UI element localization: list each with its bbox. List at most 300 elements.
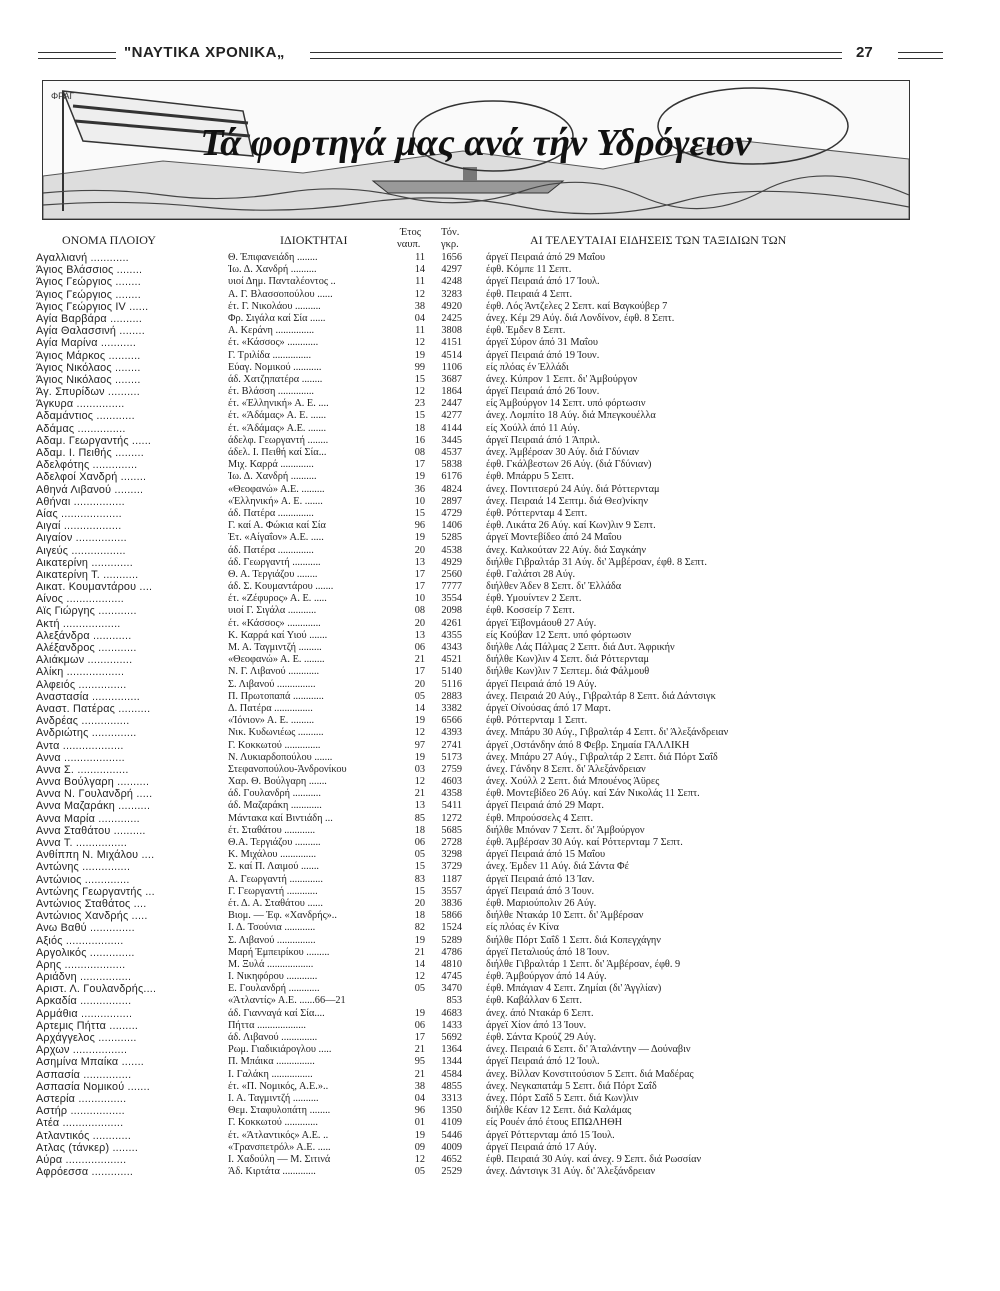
build-year: 05 [414,1166,425,1178]
table-row [0,983,1000,995]
owner-name: «Θεοφανώ» Α.Ε. ......... [228,483,325,495]
ship-name: Αντώνιος .............. [36,873,130,886]
owner-name: Θ. Α. Τεργιάζου ........ [228,568,318,580]
col-year-header-top: Έτος [400,227,421,238]
page-header [38,44,943,64]
tonnage: 3729 [441,861,462,873]
tonnage: 4343 [441,642,462,653]
owner-name: έτ. «Π. Νομικός, Α.Ε.».. [228,1080,329,1092]
build-year: 15 [414,861,425,873]
ship-name: Αγία Μαρίνα ........... [36,337,137,350]
ship-name: Ακτή .................. [36,617,121,630]
latest-news: άνεχ. Καλκούταν 22 Αύγ. διά Σαγκάην [486,544,647,556]
latest-news: έφθ. Γαλάτσι 28 Αύγ. [486,568,576,580]
latest-news: άργεϊ Οίνούσας άπό 17 Μαρτ. [486,702,611,714]
owner-name: έτ. «Ζέφυρος» Α. Ε. ..... [228,593,327,605]
tonnage: 3808 [441,325,462,337]
build-year: 16 [414,434,425,446]
tonnage: 4151 [441,337,462,349]
tonnage: 4855 [441,1080,462,1092]
owner-name: έτ. «Άδάμας» Α. Ε. ...... [228,410,327,422]
owner-name: «Τρανσπετρόλ» Α.Ε. ..... [228,1141,331,1153]
table-row [0,423,1000,435]
build-year: 17 [414,581,425,593]
ship-name: Αγία Βαρβάρα .......... [36,312,143,325]
table-row [0,301,1000,313]
tonnage: 4248 [441,276,462,288]
tonnage: 5116 [441,678,462,690]
table-row [0,264,1000,276]
tonnage: 3382 [441,702,462,714]
owner-name: υιοί Γ. Σιγάλα ........... [228,605,317,617]
table-row [0,1105,1000,1117]
ship-name: Άγιος Γεώργιος ........ [36,288,141,301]
ship-name: Αρτεμις Πήττα ......... [36,1019,139,1032]
owner-name: Φρ. Σιγάλα καί Σία ...... [228,312,326,324]
owner-name: Κ. Καρρά καί Υιού ....... [228,629,328,641]
tonnage: 4584 [441,1068,462,1080]
latest-news: άργεϊ Πειραιά άπό 26 Ίουν. [486,386,600,398]
owner-name: έτ. Γ. Νικολάου .......... [228,300,321,312]
owner-name: Σ. καί Π. Λαιμού ....... [228,861,319,873]
build-year: 06 [414,1019,425,1031]
owner-name: άδ. Γεωργαντή ........... [228,556,321,568]
build-year: 12 [414,776,425,788]
latest-news: έφθ. Καβάλλαν 6 Σεπτ. [486,995,582,1007]
ship-name: Αριάδνη ................ [36,971,132,984]
table-row [0,679,1000,691]
owner-name: άδ. Πατέρα .............. [228,507,314,519]
ship-name: Αδελφότης .............. [36,459,138,472]
ship-name: Αδάμας ............... [36,422,126,435]
latest-news: είς πλόας έν Κίνα [486,922,559,934]
table-row [0,764,1000,776]
artist-signature: ΦΡΑΓ [51,91,75,101]
owner-name: Μιχ. Καρρά ............. [228,459,314,471]
latest-news: είς Χούλλ άπό 11 Αύγ. [486,422,580,434]
tonnage: 4745 [441,971,462,983]
ship-name: Αντα ................... [36,739,124,752]
latest-news: άνεχ. Μπάρυ 30 Αύγ., Γιβραλτάρ 4 Σεπτ. δι' Άλεξάνδρειαν [486,727,729,739]
ship-name: Αίνος .................. [36,593,125,606]
col-tons-header-bottom: γκρ. [441,239,459,250]
owner-name: Γ. καί Α. Φώκια καί Σία [228,520,326,532]
latest-news: έφθ. Πειραιά 4 Σεπτ. [486,288,573,300]
owner-name: έτ. «Κάσσος» ............ [228,337,319,349]
table-row [0,1081,1000,1093]
latest-news: έφθ. Λικάτα 26 Αύγ. καί Κων)λιν 9 Σεπτ. [486,520,656,532]
latest-news: είς πλόας έν Έλλάδι [486,361,569,373]
owner-name: «Ίόνιον» Α. Ε. ......... [228,715,315,727]
ship-name: Αλεξάνδρα ............ [36,629,132,642]
build-year: 13 [414,629,425,641]
table-row [0,800,1000,812]
build-year: 12 [414,337,425,349]
latest-news: διήλθεν Άδεν 8 Σεπτ. δι' Έλλάδα [486,581,622,593]
tonnage: 5173 [441,751,462,763]
ship-name: Αξιός .................. [36,934,124,947]
tonnage: 6176 [441,471,462,483]
owner-name: Ε. Γουλανδρή ............ [228,983,320,995]
tonnage: 4261 [441,617,462,629]
table-row [0,947,1000,959]
ship-name: Αννα ................... [36,751,125,764]
tonnage: 4786 [441,946,462,958]
tonnage: 4652 [441,1153,462,1165]
build-year: 17 [414,459,425,471]
latest-news: έφθ. Μπάγιαν 4 Σεπτ. Ζημίαι (δι' Άγγλίαν) [486,983,662,995]
latest-news: άνεχ. Χούλλ 2 Σεπτ. διά Μπουένος Άϋρες [486,776,660,788]
ship-name: Αικατ. Κουμαντάρου .... [36,581,153,594]
latest-news: άργεϊ Πειραιά άπό 19 Αύγ. [486,678,597,690]
build-year: 08 [414,447,425,458]
tonnage: 1656 [441,252,462,263]
tonnage: 4603 [441,776,462,788]
col-tons-header-top: Τόν. [441,227,460,238]
build-year: 13 [414,556,425,568]
table-row [0,654,1000,666]
tonnage: 1272 [441,812,462,824]
table-row [0,837,1000,849]
latest-news: είς Ρουέν άπό έτους ΕΠΩΛΗΘΗ [486,1117,623,1129]
col-owner-header: ΙΔΙΟΚΤΗΤΑΙ [280,233,348,247]
table-row [0,1020,1000,1032]
owner-name: Μαρή Έμπειρίκου ......... [228,946,330,958]
table-row [0,666,1000,678]
latest-news: διήλθε Κων)λιν 4 Σεπτ. διά Ρόττερνταμ [486,654,650,666]
build-year: 04 [414,312,425,324]
latest-news: διήλθε Γιβραλτάρ 1 Σεπτ. δι' Άμβέρσαν, έφθ. 9 [486,958,681,970]
tonnage: 5411 [441,800,462,812]
table-row [0,276,1000,288]
build-year: 10 [414,593,425,605]
tonnage: 2759 [441,763,462,775]
owner-name: άδελφ. Γεωργαντή ........ [228,434,329,446]
table-row [0,471,1000,483]
owner-name: Στεφανοπούλου-Άνδρονίκου [228,763,347,775]
ship-name: Αρκαδία ................ [36,995,132,1008]
table-row [0,703,1000,715]
latest-news: έφθ. Μπάρρυ 5 Σεπτ. [486,471,574,483]
owner-name: Ίω. Δ. Χανδρή .......... [228,264,317,276]
latest-news: έφθ. Μαριούπολιν 26 Αύγ. [486,897,597,909]
build-year: 04 [414,1092,425,1104]
owner-name: Ι. Γαλάκη ................ [228,1068,313,1080]
ship-name: Άγιος Βλάσσιος ........ [36,264,143,277]
owner-name: Σ. Λιβανού ............... [228,678,316,690]
owner-name: Έτ. «Αίγαΐον» Α.Ε. ..... [228,532,324,544]
tonnage: 4358 [441,788,462,800]
latest-news: άνεχ. Ποντιτσερύ 24 Αύγ. διά Ρόττερνταμ [486,483,660,495]
table-row [0,630,1000,642]
table-row [0,593,1000,605]
table-row [0,995,1000,1007]
ship-name: Ατλαντικός ............ [36,1129,132,1142]
latest-news: έφθ. Άμβέρσαν 30 Αύγ. καί Ρόττερνταμ 7 Σεπτ. [486,837,683,848]
latest-news: άργεϊ Πειραιά άπό 29 Μαρτ. [486,800,604,812]
latest-news: άργεϊ Έϊβονμάουθ 27 Αύγ. [486,617,597,629]
owner-name: άδ. Πατέρα .............. [228,544,314,556]
title-banner-illustration [42,80,910,220]
tonnage: 2529 [441,1166,462,1178]
table-row [0,459,1000,471]
build-year: 05 [414,690,425,702]
tonnage: 3283 [441,288,462,300]
column-headers [0,229,1000,249]
owner-name: Α. Γ. Βλασσοπούλου ...... [228,288,333,300]
ship-name: Άγιος Μάρκος .......... [36,349,141,362]
ship-name: Αντώνιος Σταθάτος .... [36,897,147,910]
tonnage: 3554 [441,593,462,605]
owner-name: Γ. Κοκκωτού .............. [228,739,321,751]
ship-name: Άγκυρα ............... [36,398,125,411]
table-row [0,545,1000,557]
ship-name: Αναστ. Πατέρας .......... [36,702,151,715]
ship-name: Αναστασία ............... [36,690,140,703]
build-year: 18 [414,910,425,922]
build-year: 09 [414,1141,425,1153]
tonnage: 5685 [441,824,462,836]
header-rule-middle [310,52,842,59]
owner-name: άδ. Λιβανού .............. [228,1032,318,1043]
build-year: 10 [414,495,425,507]
build-year: 36 [414,483,425,495]
latest-news: διήλθε Ντακάρ 10 Σεπτ. δι' Άμβέρσαν [486,910,644,922]
ship-name: Αστερία ............... [36,1092,127,1105]
tonnage: 4297 [441,264,462,276]
latest-news: έφθ. Μπρούσσελς 4 Σεπτ. [486,812,594,824]
ship-name: Αννα Σ. ................ [36,763,129,776]
tonnage: 3313 [441,1092,462,1104]
latest-news: άνεχ. Βίλλαν Κονστιτούσιον 5 Σεπτ. διά Μαδέρας [486,1068,694,1080]
owner-name: άδ. Χατζηπατέρα ........ [228,373,323,385]
build-year: 19 [414,349,425,361]
table-row [0,910,1000,922]
ship-name: Ανω Βαθύ .............. [36,922,135,935]
table-row [0,935,1000,947]
build-year: 19 [414,1129,425,1141]
build-year: 96 [414,520,425,532]
ship-name: Αλίκη .................. [36,666,125,679]
tonnage: 1106 [441,361,462,373]
ship-name: Αιγεύς ................. [36,544,126,557]
ship-name: Αλιάκμων .............. [36,654,133,667]
table-row [0,849,1000,861]
build-year: 05 [414,983,425,995]
tonnage: 853 [446,995,462,1007]
latest-news: άργεϊ ,Οστάνδην άπό 8 Φεβρ. Σημαία ΓΑΛΛΙΚΗ [486,739,690,751]
tonnage: 5838 [441,459,462,471]
table-row [0,825,1000,837]
build-year: 14 [414,958,425,970]
tonnage: 2728 [441,837,462,848]
table-row [0,447,1000,459]
build-year: 12 [414,1153,425,1165]
tonnage: 1344 [441,1056,462,1068]
table-row [0,971,1000,983]
ship-name: Ανδριώτης .............. [36,727,137,740]
ship-name: Αδαμ. Γεωργαντής ...... [36,434,152,447]
ship-name: Αρμάθια ................ [36,1007,133,1020]
owner-name: υιοί Δημ. Πανταλέοντος .. [228,276,336,288]
tonnage: 3557 [441,885,462,897]
table-row [0,337,1000,349]
owner-name: Μ. Ξυλά .................. [228,958,314,970]
build-year: 21 [414,1068,425,1080]
ship-name: Αννα Μαρία ............. [36,812,140,825]
table-row [0,350,1000,362]
tonnage: 2883 [441,690,462,702]
latest-news: άργεϊ Πειραιά άπό 17 Ίουλ. [486,276,600,288]
tonnage: 4537 [441,447,462,458]
build-year: 12 [414,288,425,300]
owner-name: Ν. Λυκιαρδοπούλου ....... [228,751,333,763]
ship-name: Αγαλλιανή ............ [36,252,129,264]
table-row [0,496,1000,508]
ship-name: Αφρόεσσα ............. [36,1166,134,1179]
table-row [0,1008,1000,1020]
owner-name: έτ. «Άτλαντικός» Α.Ε. .. [228,1129,329,1141]
tonnage: 4521 [441,654,462,666]
ship-name: Ανδρέας ............... [36,715,130,728]
tonnage: 7777 [441,581,462,593]
table-row [0,313,1000,325]
ship-name: Αστήρ ................. [36,1105,125,1118]
table-row [0,508,1000,520]
table-row [0,740,1000,752]
tonnage: 4355 [441,629,462,641]
ship-name: Αδαμ. Ι. Πειθής ......... [36,447,144,459]
table-row [0,1032,1000,1044]
build-year: 17 [414,1032,425,1043]
latest-news: έφθ. Ρόττερνταμ 4 Σεπτ. [486,507,588,519]
table-row [0,642,1000,654]
table-row [0,1069,1000,1081]
table-row [0,289,1000,301]
magazine-title: "ΝΑΥΤΙΚΑ ΧΡΟΝΙΚΑ„ [124,44,285,61]
table-row [0,252,1000,264]
owner-name: Π. Πρωτοπαπά ............ [228,690,324,702]
owner-name: Νικ. Κυδωνιέως .......... [228,727,324,739]
table-row [0,581,1000,593]
owner-name: έτ. «Έλληνική» Α. Ε. .... [228,398,329,410]
table-row [0,557,1000,569]
owner-name: Κ. Μιχάλου .............. [228,849,317,861]
ship-table [0,252,1000,1178]
ship-name: Αρης ................... [36,958,126,971]
table-row [0,374,1000,386]
latest-news: έφθ. Σάντα Κρούζ 29 Αύγ. [486,1032,597,1043]
table-row [0,362,1000,374]
owner-name: Ν. Γ. Λιβανού ............ [228,666,320,678]
tonnage: 3298 [441,849,462,861]
ship-name: Αδελφοί Χανδρή ........ [36,471,147,484]
ship-name: Άγ. Σπυρίδων .......... [36,386,140,399]
latest-news: άνεχ. Λομπίτο 18 Αύγ. διά Μπεγκουέλλα [486,410,656,422]
owner-name: «Άτλαντίς» Α.Ε. ......66—21 [228,995,346,1007]
ship-name: Ανθίππη Ν. Μιχάλου .... [36,849,155,862]
tonnage: 1524 [441,922,462,934]
tonnage: 2741 [441,739,462,751]
ship-name: Αννα Σταθάτου .......... [36,824,146,837]
tonnage: 1350 [441,1105,462,1117]
owner-name: Γ. Κοκκωτού ............. [228,1117,318,1129]
owner-name: Πήττα ................... [228,1019,306,1031]
latest-news: άνεχ. Πόρτ Σαΐδ 5 Σεπτ. διά Κων)λιν [486,1092,639,1104]
ship-name: Αδαμάντιος ............ [36,410,135,423]
tonnage: 4729 [441,507,462,519]
owner-name: Θ.Α. Τεργιάζου .......... [228,837,321,848]
latest-news: έφθ. Κόμπε 11 Σεπτ. [486,264,572,276]
tonnage: 2560 [441,568,462,580]
ship-name: Αλέξανδρος ............ [36,642,137,654]
banner-title: Τά φορτηγά μας ανά τήν Υδρόγειον [200,122,752,164]
ship-name: Αννα Τ. ................ [36,837,128,849]
owner-name: άδ. Μαζαράκη ............ [228,800,322,812]
build-year: 20 [414,617,425,629]
header-rule-left [38,52,116,59]
ship-name: Άγιος Νικόλαος ........ [36,373,141,386]
table-row [0,410,1000,422]
latest-news: έφθ. Γκάλβεστων 26 Αύγ. (διά Γδύνιαν) [486,459,652,471]
latest-news: άργεϊ Χίον άπό 13 Ίουν. [486,1019,587,1031]
tonnage: 4009 [441,1141,462,1153]
latest-news: διήλθε Λάς Πάλμας 2 Σεπτ. διά Δυτ. Άφρικήν [486,642,675,653]
table-row [0,386,1000,398]
tonnage: 3470 [441,983,462,995]
tonnage: 2098 [441,605,462,617]
ship-name: Αικατερίνη Τ. ........... [36,568,139,581]
latest-news: άνεχ. Γάνδην 8 Σεπτ. δι' Άλεξάνδρειαν [486,763,646,775]
table-row [0,1093,1000,1105]
table-row [0,435,1000,447]
latest-news: είς Άμβούργον 14 Σεπτ. υπό φόρτωσιν [486,398,646,410]
ship-name: Αρχων ................. [36,1044,128,1057]
build-year: 18 [414,422,425,434]
latest-news: διήλθε Κέαν 12 Σεπτ. διά Καλάμας [486,1105,632,1117]
latest-news: διήλθε Μπόναν 7 Σεπτ. δι' Άμβούργον [486,824,645,836]
ship-name: Αίας ................... [36,507,122,520]
ship-name: Αϊς Γιώργης ............ [36,605,137,618]
table-row [0,325,1000,337]
tonnage: 4144 [441,422,462,434]
owner-name: Π. Μπάικα ............... [228,1056,315,1068]
build-year: 06 [414,642,425,653]
tonnage: 5140 [441,666,462,678]
latest-news: άνεχ. Κύπρον 1 Σεπτ. δι' Άμβούργον [486,373,638,385]
owner-name: Εύαγ. Νομικού ........... [228,361,322,373]
ship-name: Ατλας (τάνκερ) ........ [36,1141,139,1154]
build-year: 19 [414,751,425,763]
table-row [0,874,1000,886]
build-year: 17 [414,568,425,580]
tonnage: 3836 [441,897,462,909]
table-row [0,959,1000,971]
table-row [0,618,1000,630]
latest-news: άργεϊ Ρόττερνταμ άπό 15 Ίουλ. [486,1129,615,1141]
ship-name: Αννα Μαζαράκη .......... [36,800,151,813]
build-year: 15 [414,373,425,385]
owner-name: Μ. Α. Ταγμιντζή ......... [228,642,322,653]
build-year: 11 [415,325,425,337]
build-year: 05 [414,849,425,861]
col-name-header: ΟΝΟΜΑ ΠΛΟΙΟΥ [62,233,156,247]
owner-name: Γ. Τριλίδα ............... [228,349,312,361]
latest-news: άργεϊ Πειραιά άπό 1 Άπριλ. [486,434,600,446]
table-row [0,605,1000,617]
build-year: 95 [414,1056,425,1068]
table-row [0,861,1000,873]
